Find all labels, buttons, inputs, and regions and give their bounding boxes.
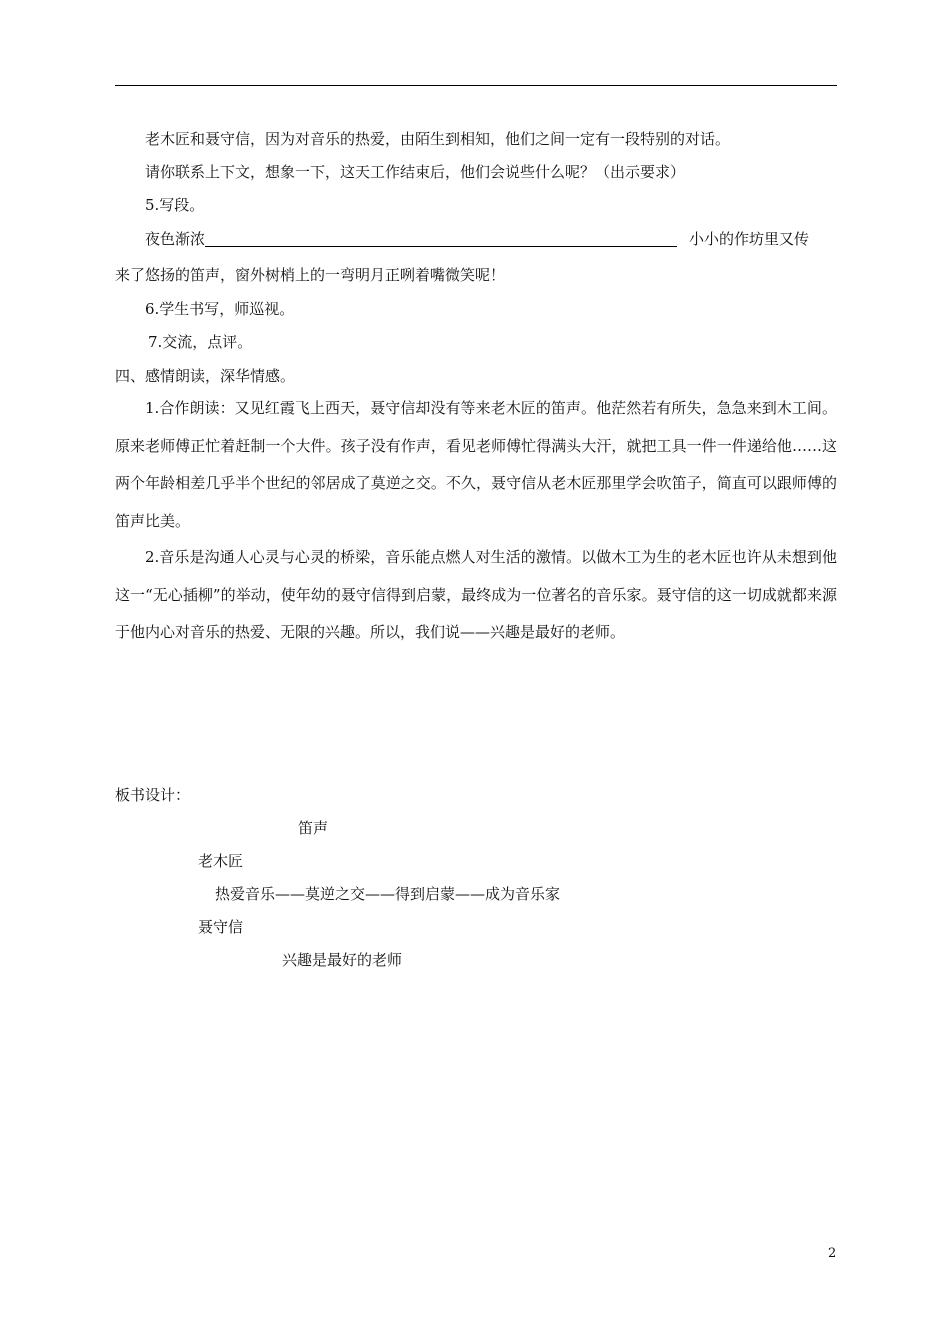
paragraph-cooperative-reading: 1.合作朗读：又见红霞飞上西天，聂守信却没有等来老木匠的笛声。他茫然若有所失，急急来到木工间。原来老师傅正忙着赶制一个大件。孩子没有作声，看见老师傅忙得满头大汗，就把工具一件一件递给他……这两个年龄相差几乎半个世纪的邻居成了莫逆之交。不久，聂守信从老木匠那里学会吹笛子，简直可以跟师傅的笛声比美。 — [115, 399, 837, 530]
writing-prompt-start: 夜色渐浓 — [145, 230, 206, 248]
paragraph-music-bridge: 2.音乐是沟通人心灵与心灵的桥梁，音乐能点燃人对生活的激情。以做木工为生的老木匠也许从未想到他这一“无心插柳”的举动，使年幼的聂守信得到启蒙，最终成为一位著名的音乐家。聂守信的这一切成就都来源于他内心对音乐的热爱、无限的兴趣。所以，我们说——兴趣是最好的老师。 — [115, 548, 837, 641]
writing-prompt-line — [145, 229, 809, 249]
page-number: 2 — [828, 1246, 837, 1261]
section-4-heading: 四、感情朗读，深华情感。 — [115, 367, 296, 385]
board-design-person-1: 老木匠 — [198, 852, 244, 870]
board-design-person-2: 聂守信 — [198, 918, 244, 936]
step-5-label: 5.写段。 — [145, 196, 205, 214]
board-design-title: 笛声 — [298, 819, 329, 837]
writing-blank — [205, 245, 677, 247]
writing-prompt-continuation: 来了悠扬的笛声，窗外树梢上的一弯明月正咧着嘴微笑呢！ — [115, 266, 506, 284]
step-6-label: 6.学生书写，师巡视。 — [145, 300, 295, 318]
paragraph-dialogue-question: 请你联系上下文，想象一下，这天工作结束后，他们会说些什么呢？（出示要求） — [145, 163, 686, 181]
board-design-heading: 板书设计： — [115, 786, 191, 804]
header-rule — [115, 85, 837, 86]
board-design-conclusion: 兴趣是最好的老师 — [282, 951, 403, 969]
writing-prompt-end: 小小的作坊里又传 — [689, 230, 810, 248]
step-7-label: 7.交流，点评。 — [148, 333, 253, 351]
paragraph-dialogue-intro: 老木匠和聂守信，因为对音乐的热爱，由陌生到相知，他们之间一定有一段特别的对话。 — [145, 130, 731, 148]
board-design-chain: 热爱音乐——莫逆之交——得到启蒙——成为音乐家 — [215, 885, 561, 903]
